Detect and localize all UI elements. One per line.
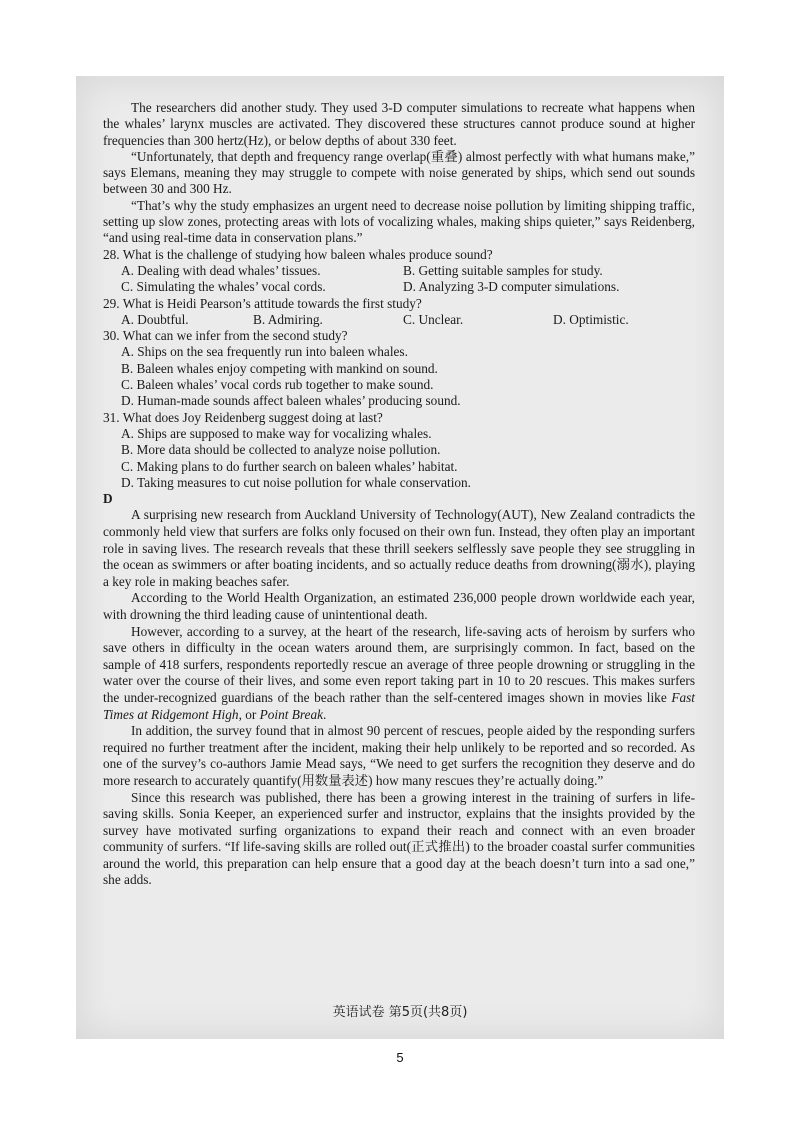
question-29 [103, 296, 695, 329]
question-stem: 30. What can we infer from the second study? [103, 328, 348, 344]
option-b: B. More data should be collected to analyze noise pollution. [121, 442, 441, 458]
page-footer: 英语试卷 第5页(共8页) [332, 1005, 468, 1020]
option-d: D. Analyzing 3-D computer simulations. [403, 279, 620, 295]
question-31 [103, 410, 695, 491]
paragraph-text: . [323, 706, 327, 722]
passage-d-paragraph [103, 624, 695, 724]
passage-d-paragraph: Since this research was published, there has been a growing interest in the training of surfers in life-saving skills. Sonia Keeper, an experienced surfer and instructor, explains that the insights provided by the survey have motivated surfing organizations to expand their reach and connect with an even broader community of surfers. “If life-saving skills are rolled out(正式推出) to the broader coastal surfer communities around the world, this preparation can help ensure that a good day at the beach doesn’t turn into a sad one,” she adds. [103, 789, 695, 888]
scanned-page [76, 76, 724, 1039]
passage-d-paragraph: In addition, the survey found that in almost 90 percent of rescues, people aided by the responding surfers required no further treatment after the incident, making their help unlikely to be reported and so recorded. As one of the survey’s co-authors Jamie Mead says, “We need to get surfers the recognition they deserve and do more research to accurately quantify(用数量表述) how many rescues they’re actually doing.” [103, 723, 695, 788]
option-a: A. Dealing with dead whales’ tissues. [121, 262, 321, 278]
option-a: A. Ships on the sea frequently run into baleen whales. [121, 344, 408, 360]
option-d: D. Optimistic. [553, 311, 629, 327]
passage-c-paragraph: “That’s why the study emphasizes an urgent need to decrease noise pollution by limiting shipping traffic, setting up slow zones, protecting areas with lots of vocalizing whales, making ships quieter,” says Reidenberg, “and using real-time data in conservation plans.” [103, 197, 695, 246]
question-stem: 29. What is Heidi Pearson’s attitude towards the first study? [103, 295, 422, 311]
option-d: D. Human-made sounds affect baleen whales’ producing sound. [121, 393, 461, 409]
film-title: Point Break [259, 706, 324, 722]
passage-d [103, 507, 695, 889]
passage-d-paragraph: A surprising new research from Auckland University of Technology(AUT), New Zealand contradicts the commonly held view that surfers are folks only focused on their own fun. Instead, they often play an important role in saving lives. The research reveals that these thrill seekers selflessly save people they see struggling in the ocean as swimmers or after boating incidents, and so actually reduce deaths from drowning(溺水), playing a key role in making beaches safer. [103, 507, 695, 589]
option-a: A. Ships are supposed to make way for vocalizing whales. [121, 425, 432, 441]
option-c: C. Simulating the whales’ vocal cords. [121, 279, 326, 295]
option-a: A. Doubtful. [121, 311, 189, 327]
question-30 [103, 328, 695, 409]
page-number: 5 [396, 1050, 404, 1065]
option-c: C. Baleen whales’ vocal cords rub together to make sound. [121, 377, 434, 393]
option-c: C. Making plans to do further search on baleen whales’ habitat. [121, 458, 458, 474]
passage-d-paragraph: According to the World Health Organization, an estimated 236,000 people drown worldwide each year, with drowning the third leading cause of unintentional death. [103, 590, 695, 622]
question-stem: 31. What does Joy Reidenberg suggest doing at last? [103, 409, 383, 425]
question-28 [103, 247, 695, 296]
page-content [103, 100, 695, 889]
question-stem: 28. What is the challenge of studying how baleen whales produce sound? [103, 246, 493, 262]
film-title: Fast Times at Ridgemont High [103, 689, 695, 722]
option-b: B. Admiring. [253, 311, 323, 327]
section-heading: D [103, 491, 113, 507]
option-b: B. Baleen whales enjoy competing with mankind on sound. [121, 360, 438, 376]
paragraph-text: , or [238, 706, 260, 722]
option-c: C. Unclear. [403, 311, 464, 327]
passage-c-paragraph: “Unfortunately, that depth and frequency range overlap(重叠) almost perfectly with what humans make,” says Elemans, meaning they may struggle to compete with noise generated by ships, which send out sounds between 30 and 300 Hz. [103, 148, 695, 197]
option-b: B. Getting suitable samples for study. [403, 262, 603, 278]
option-d: D. Taking measures to cut noise pollution for whale conservation. [121, 474, 472, 490]
paragraph-text: However, according to a survey, at the heart of the research, life-saving acts of heroism by surfers who save others in difficulty in the ocean waters around them, are surprisingly common. In fact, based on the sample of 418 surfers, respondents reportedly rescue an average of three people drowning or struggling in the water over the course of their lives, and some even report taking part in 10 to 20 rescues. This makes surfers the under-recognized guardians of the beach rather than the self-centered images shown in movies like [103, 623, 695, 705]
passage-c-paragraph: The researchers did another study. They used 3-D computer simulations to recreate what happens when the whales’ larynx muscles are activated. They discovered these structures cannot produce sound at higher frequencies than 300 hertz(Hz), or below depths of about 330 feet. [103, 100, 695, 148]
